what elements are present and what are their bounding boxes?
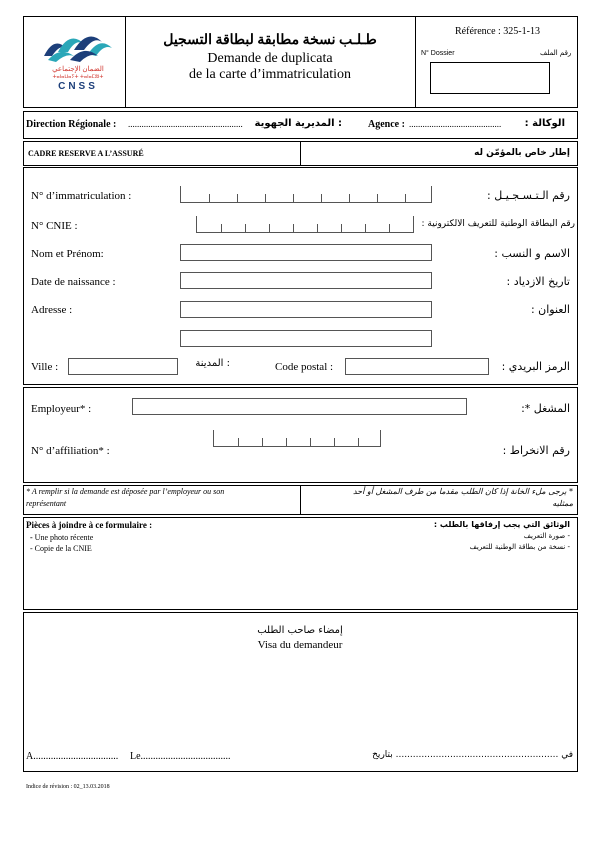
- adresse-label: Adresse :: [31, 304, 73, 316]
- note-fr-line2: représentant: [26, 499, 67, 508]
- dossier-number-field[interactable]: [430, 62, 550, 94]
- title-french-1: Demande de duplicata: [207, 51, 333, 66]
- lieu-field[interactable]: A..................................: [26, 751, 119, 762]
- ville-label: Ville :: [31, 361, 59, 373]
- header-divider-left: [125, 16, 126, 108]
- dossier-label-ar: رقم الملف: [540, 49, 572, 57]
- title-french-2: de la carte d’immatriculation: [188, 67, 352, 82]
- bullet-icon: -: [30, 544, 35, 553]
- logo-tifinagh-text: ⵜⴰⵏⴰⵡⴰⵢⵜ ⵜⴰⵏⴰⵎⵓⵏⵜ: [52, 74, 104, 80]
- nom-prenom-label-ar: الاسم و النسب :: [494, 247, 570, 260]
- pieces-item2-ar: [420, 544, 570, 551]
- bullet-icon: -: [565, 543, 570, 551]
- note-ar-line2: ممثليه: [552, 499, 573, 508]
- dossier-label-fr: N° Dossier: [421, 50, 455, 57]
- affiliation-label: N° d’affiliation* :: [31, 445, 110, 457]
- logo-name: CNSS: [58, 81, 98, 92]
- pieces-item1-fr: [30, 534, 93, 542]
- agence-field[interactable]: .........................................: [409, 119, 502, 129]
- immatriculation-cells[interactable]: [180, 186, 432, 203]
- pieces-item1-ar-text: صورة التعريف: [523, 532, 566, 540]
- pieces-item2-ar-text: نسخة من بطاقة الوطنية للتعريف: [469, 543, 566, 551]
- revision-index: Indice de révision : 02_13.03.2018: [26, 784, 110, 790]
- code-postal-field[interactable]: [345, 358, 489, 375]
- adresse-label-ar: العنوان :: [530, 303, 570, 316]
- cnie-label-ar: رقم البطاقة الوطنية للتعريف الالكترونية :: [421, 219, 575, 229]
- reference-number: Référence : 325-1-13: [455, 26, 540, 37]
- affiliation-label-ar: رقم الانخراط :: [502, 444, 570, 457]
- employeur-label: Employeur* :: [31, 403, 92, 415]
- pieces-title-fr: Pièces à joindre à ce formulaire :: [26, 520, 153, 530]
- date-naissance-label: Date de naissance :: [31, 276, 116, 288]
- code-postal-label: Code postal :: [275, 361, 334, 373]
- signature-area[interactable]: [100, 660, 500, 750]
- pieces-item2-text: Copie de la CNIE: [34, 544, 92, 553]
- direction-regionale-label: Direction Régionale :: [26, 119, 117, 130]
- cadre-reserve-fr: CADRE RESERVE A L’ASSURÉ: [28, 149, 144, 158]
- cadre-reserve-ar: إطار خاص بالمؤمّن له: [474, 148, 570, 158]
- date-naissance-label-ar: تاريخ الازدياد :: [506, 275, 570, 288]
- cnie-cells[interactable]: [196, 216, 414, 233]
- bullet-icon: -: [565, 532, 570, 540]
- pieces-item1-text: Une photo récente: [34, 533, 94, 542]
- signature-label-fr: Visa du demandeur: [257, 639, 343, 651]
- pieces-title-ar: الوثائق التي يجب إرفاقها بالطلب :: [433, 520, 570, 529]
- pieces-item1-ar: [440, 533, 570, 540]
- employeur-label-ar: المشغل *:: [521, 402, 570, 415]
- header-divider-right: [415, 16, 416, 108]
- nom-prenom-label: Nom et Prénom:: [31, 248, 104, 260]
- title-arabic: طـلـب نسخة مطابقة لبطاقة التسجيل: [163, 33, 377, 48]
- lieu-field-ar[interactable]: في ...............................: [469, 750, 573, 760]
- logo-arabic-text: الضمان الإجتماعي: [52, 65, 104, 73]
- cnie-label: N° CNIE :: [31, 220, 78, 232]
- logo-waves-icon: [40, 26, 116, 66]
- pieces-item2-fr: [30, 545, 92, 553]
- cnss-logo: [40, 26, 116, 94]
- date-naissance-field[interactable]: [180, 272, 432, 289]
- code-postal-label-ar: الرمز البريدي :: [501, 360, 570, 373]
- cadre-divider: [300, 141, 301, 166]
- ville-field[interactable]: [68, 358, 178, 375]
- direction-regionale-field[interactable]: ...................................................: [128, 119, 243, 129]
- adresse-field-1[interactable]: [180, 301, 432, 318]
- ville-label-ar: : المدينة: [195, 358, 230, 369]
- affiliation-cells[interactable]: [213, 430, 381, 447]
- agence-label-ar: الوكالة :: [524, 118, 565, 129]
- nom-prenom-field[interactable]: [180, 244, 432, 261]
- agence-label: Agence :: [368, 119, 405, 130]
- employeur-field[interactable]: [132, 398, 467, 415]
- note-ar-line1: * يرجى ملء الخانة إذا كان الطلب مقدما من طرف المشغل أو أحد: [352, 487, 573, 496]
- adresse-field-2[interactable]: [180, 330, 432, 347]
- direction-regionale-label-ar: : المديرية الجهوية: [254, 118, 342, 129]
- immatriculation-label: N° d’immatriculation :: [31, 190, 132, 202]
- date-field[interactable]: Le....................................: [130, 751, 231, 762]
- pieces-box: [23, 517, 578, 610]
- notes-divider: [300, 485, 301, 515]
- signature-label-ar: إمضاء صاحب الطلب: [257, 625, 343, 636]
- immatriculation-label-ar: رقم الـتـسـجـيـل :: [487, 189, 570, 202]
- bullet-icon: -: [30, 533, 35, 542]
- note-fr-line1: * A remplir si la demande est déposée par l’employeur ou son: [26, 487, 225, 496]
- date-field-ar[interactable]: .......................... بتاريخ: [372, 750, 470, 760]
